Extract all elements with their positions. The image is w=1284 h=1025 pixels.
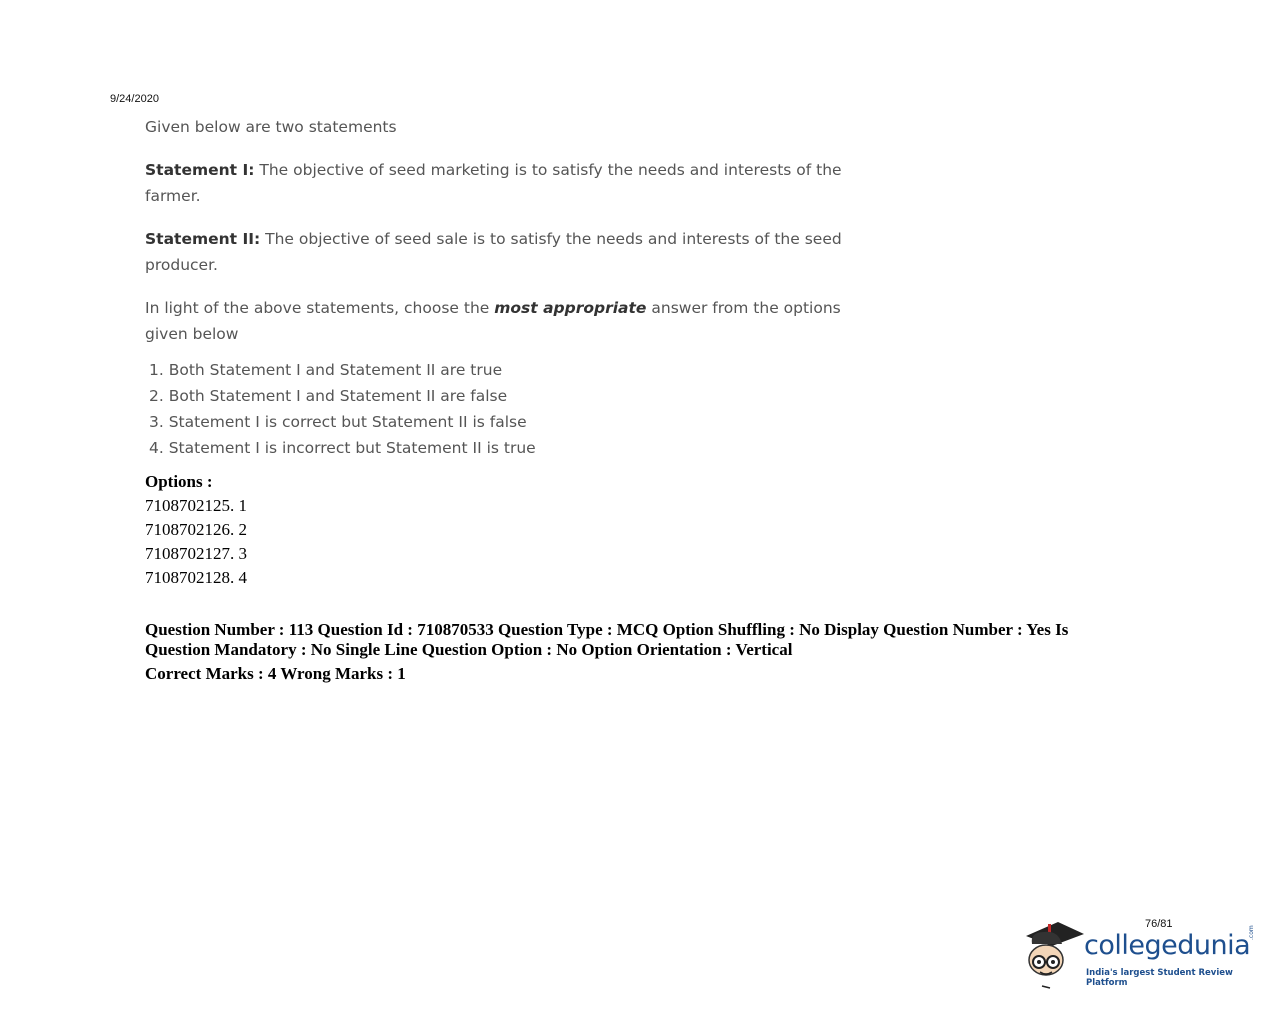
- option-item: 7108702127. 3: [145, 544, 247, 563]
- option-item: 7108702128. 4: [145, 568, 247, 587]
- print-date: 9/24/2020: [110, 93, 159, 105]
- statement-one-label: Statement I:: [145, 161, 255, 179]
- student-mascot-icon: [1022, 918, 1086, 990]
- option-item: 7108702125. 1: [145, 496, 247, 515]
- choice-item: 3. Statement I is correct but Statement II is false: [149, 413, 527, 431]
- question-meta-details: Question Number : 113 Question Id : 710870533 Question Type : MCQ Option Shuffling : No Display Question Number : Yes Is Question Mandatory : No Single Line Question Option : No Option Orientation : Vertical: [145, 620, 1069, 659]
- instruction-text-before: In light of the above statements, choose the: [145, 299, 495, 317]
- statement-one-text: The objective of seed marketing is to satisfy the needs and interests of the farmer.: [145, 161, 842, 205]
- statement-two-label: Statement II:: [145, 230, 261, 248]
- option-item: 7108702126. 2: [145, 520, 247, 539]
- choice-item: 2. Both Statement I and Statement II are false: [149, 387, 508, 405]
- brand-tagline: India's largest Student Review Platform: [1086, 968, 1233, 988]
- options-list: [145, 470, 247, 590]
- choice-item: 1. Both Statement I and Statement II are true: [149, 361, 503, 379]
- question-instruction: [145, 295, 875, 347]
- question-body: [145, 114, 875, 461]
- page-number: 76/81: [1145, 918, 1173, 930]
- instruction-emphasis: most appropriate: [494, 299, 647, 317]
- statement-two: [145, 226, 875, 278]
- answer-choices: [145, 357, 875, 461]
- collegedunia-logo: [1022, 918, 1262, 990]
- question-intro: Given below are two statements: [145, 118, 397, 136]
- statement-two-text: The objective of seed sale is to satisfy the needs and interests of the seed producer.: [145, 230, 842, 274]
- question-marks: Correct Marks : 4 Wrong Marks : 1: [145, 664, 406, 683]
- brand-name: collegedunia: [1084, 930, 1251, 961]
- options-heading: Options :: [145, 472, 213, 491]
- brand-suffix: .com: [1248, 925, 1255, 940]
- question-metadata: [145, 620, 1105, 684]
- statement-one: [145, 157, 875, 209]
- instruction-text-after: answer from the options given below: [145, 299, 841, 343]
- choice-item: 4. Statement I is incorrect but Statement II is true: [149, 439, 536, 457]
